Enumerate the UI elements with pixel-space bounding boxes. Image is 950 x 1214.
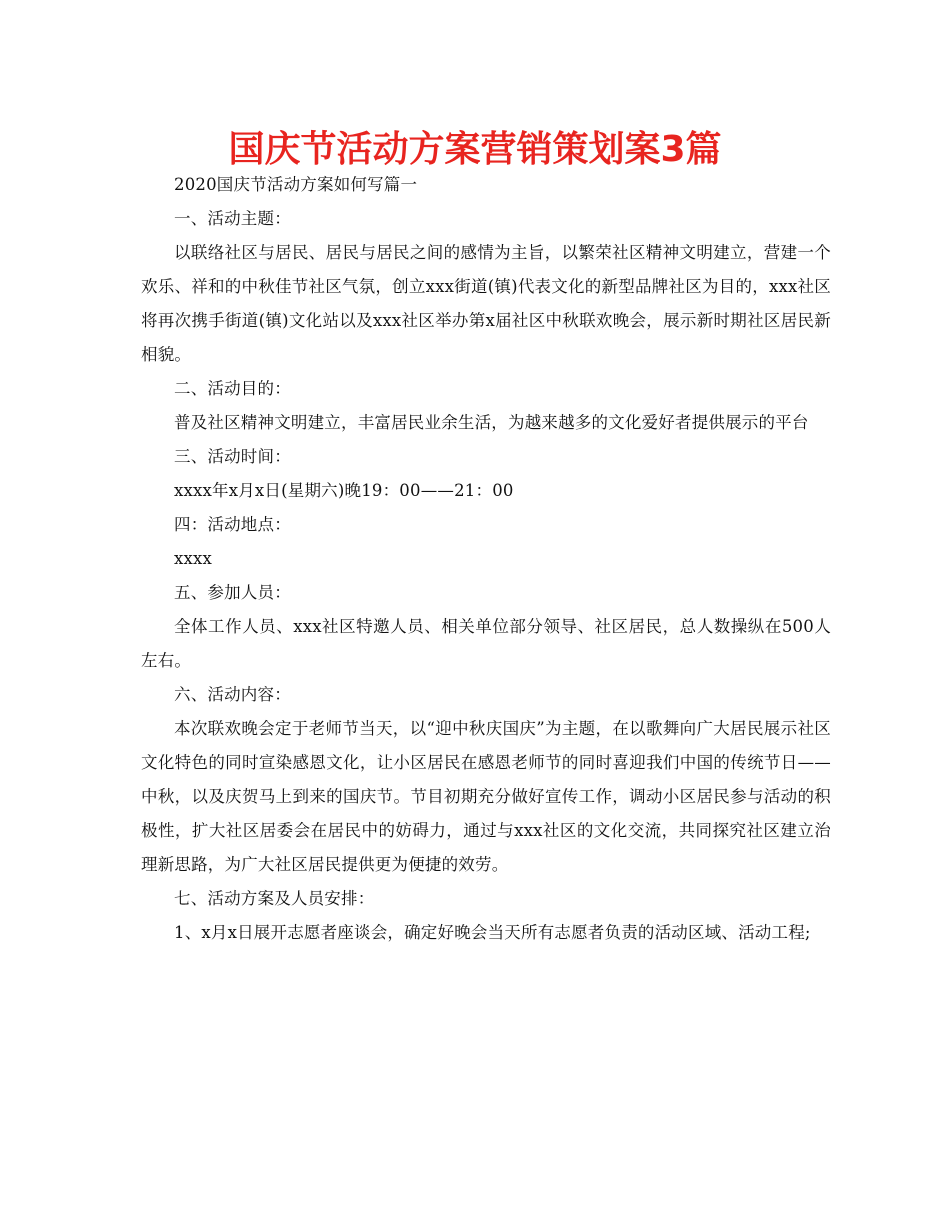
paragraph-purpose: 普及社区精神文明建立，丰富居民业余生活，为越来越多的文化爱好者提供展示的平台 xyxy=(174,413,809,432)
document-title: 国庆节活动方案营销策划案3篇 xyxy=(228,129,722,170)
section-subtitle: 2020国庆节活动方案如何写篇一 xyxy=(174,175,418,194)
paragraph-content: 本次联欢晚会定于老师节当天，以“迎中秋庆国庆”为主题，在以歌舞向广大居民展示社区文化特色的同时宣染感恩文化，让小区居民在感恩老师节的同时喜迎我们中国的传统节日——中秋，以及庆贺马上到来的国庆节。节目初期充分做好宣传工作，调动小区居民参与活动的积极性，扩大社区居委会在居民中的妨碍力，通过与xxx社区的文化交流，共同探究社区建立治理新思路，为广大社区居民提供更为便捷的效劳。 xyxy=(141,719,831,874)
paragraph-participants: 全体工作人员、xxx社区特邀人员、相关单位部分领导、社区居民，总人数操纵在500人左右。 xyxy=(141,617,831,670)
paragraph-theme: 以联络社区与居民、居民与居民之间的感情为主旨，以繁荣社区精神文明建立，营建一个欢乐、祥和的中秋佳节社区气氛，创立xxx街道(镇)代表文化的新型品牌社区为目的，xxx社区将再次携手街道(镇)文化站以及xxx社区举办第x届社区中秋联欢晚会，展示新时期社区居民新相貌。 xyxy=(141,243,831,364)
section-heading-content: 六、活动内容： xyxy=(174,685,291,704)
section-heading-participants: 五、参加人员： xyxy=(174,583,291,602)
paragraph-time: xxxx年x月x日(星期六)晚19：00——21：00 xyxy=(174,481,514,500)
section-heading-theme: 一、活动主题： xyxy=(174,209,291,228)
section-heading-location: 四：活动地点： xyxy=(174,515,291,534)
paragraph-location: xxxx xyxy=(174,549,213,568)
paragraph-arrangement-item-1: 1、x月x日展开志愿者座谈会，确定好晚会当天所有志愿者负责的活动区域、活动工程; xyxy=(174,923,811,942)
section-heading-purpose: 二、活动目的： xyxy=(174,379,291,398)
section-heading-arrangement: 七、活动方案及人员安排： xyxy=(174,889,375,908)
document-body xyxy=(141,168,831,950)
section-heading-time: 三、活动时间： xyxy=(174,447,291,466)
